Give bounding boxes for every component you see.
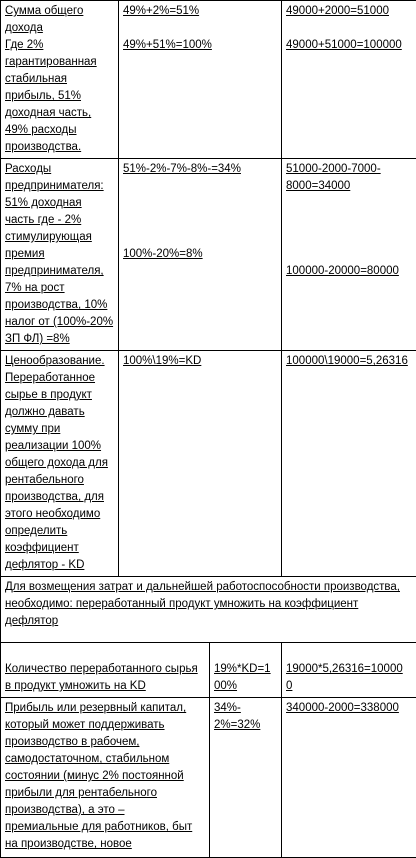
label-line: производства), а это – [5,802,205,819]
formula-text: 34%- [214,700,277,717]
calc-text: 100000\19000=5,26316 [286,353,412,370]
calc-text: 8000=34000 [286,178,412,195]
label-line: часть где - 2% [5,212,114,229]
note-cell [1,577,416,643]
label-line: Где 2% [5,37,114,54]
label-line: Переработанное [5,370,114,387]
formula-cell [210,643,282,698]
label-line: производства, для [5,489,114,506]
label-line: этого необходимо [5,506,114,523]
label-line: премиальные для работников, быт [5,819,205,836]
calc-cell [282,1,416,159]
label-line: коэффициент [5,540,114,557]
label-line: Сумма общего [5,3,114,20]
note-line: необходимо: переработанный продукт умножить на коэффициент [5,596,412,613]
calc-text: 0 [286,678,412,695]
note-line: Для возмещения затрат и дальнейшей работоспособности производства, [5,579,412,596]
label-line: доходная часть, [5,105,114,122]
formula-text: 2%=32% [214,717,277,734]
label-line: определить [5,523,114,540]
label-line: производства, 10% [5,297,114,314]
label-line: ЗП ФЛ) =8% [5,331,114,348]
formula-cell [119,159,282,351]
calc-cell [282,698,416,858]
note-line: дефлятор [5,613,412,630]
calc-cell [282,159,416,351]
formula-cell [119,1,282,159]
label-line: налог от (100%-20% [5,314,114,331]
label-line: должно давать [5,404,114,421]
formula-cell [210,698,282,858]
label-line: сырье в продукт [5,387,114,404]
label-line: самодостаточном, стабильном [5,751,205,768]
label-line: стабильная [5,71,114,88]
table-row-quantity [1,643,416,698]
label-line: гарантированная [5,54,114,71]
label-line: Количество переработанного сырья [5,661,205,678]
table-row-note [1,577,416,643]
table-row-pricing [1,351,416,577]
label-line: производство в рабочем, [5,734,205,751]
label-line: состоянии (минус 2% постоянной [5,768,205,785]
calc-cell [282,351,416,577]
label-line: общего дохода для [5,455,114,472]
label-cell [1,698,210,858]
table-row-expenses [1,159,416,351]
label-cell [1,159,119,351]
label-line: премия [5,246,114,263]
label-line: дефлятор - KD [5,557,114,574]
label-line: реализации 100% [5,438,114,455]
table-row-income [1,1,416,159]
label-line: производства. [5,139,114,156]
formula-text: 100%\19%=KD [123,353,277,370]
label-line: сумму при [5,421,114,438]
formula-text: 51%-2%-7%-8%-=34% [123,161,277,178]
formula-text: 00% [214,678,277,695]
label-line: дохода [5,20,114,37]
calc-text: 100000-20000=80000 [286,263,412,280]
label-line: 7% на рост [5,280,114,297]
formula-text: 49%+2%=51% [123,3,277,20]
label-cell [1,643,210,698]
label-line: Расходы [5,161,114,178]
table-row-profit [1,698,416,858]
formula-cell [119,351,282,577]
label-line: предпринимателя: [5,178,114,195]
label-line: в продукт умножить на KD [5,678,205,695]
label-line: Ценообразование. [5,353,114,370]
label-line: стимулирующая [5,229,114,246]
calc-text: 340000-2000=338000 [286,700,412,717]
calc-text: 19000*5,26316=10000 [286,661,412,678]
label-cell [1,1,119,159]
label-line: 51% доходная [5,195,114,212]
calc-text: 51000-2000-7000- [286,161,412,178]
label-line: Прибыль или резервный капитал, [5,700,205,717]
calc-cell [282,643,416,698]
formula-text: 19%*KD=1 [214,661,277,678]
formula-text: 100%-20%=8% [123,246,277,263]
label-line: рентабельного [5,472,114,489]
label-line: 49% расходы [5,122,114,139]
formula-text: 49%+51%=100% [123,37,277,54]
calc-text: 49000+2000=51000 [286,3,412,20]
label-line: предпринимателя, [5,263,114,280]
label-line: прибыль, 51% [5,88,114,105]
label-cell [1,351,119,577]
label-line: прибыли для рентабельного [5,785,205,802]
label-line: который может поддерживать [5,717,205,734]
label-line: на производстве, новое [5,836,205,853]
calc-text: 49000+51000=100000 [286,37,412,54]
